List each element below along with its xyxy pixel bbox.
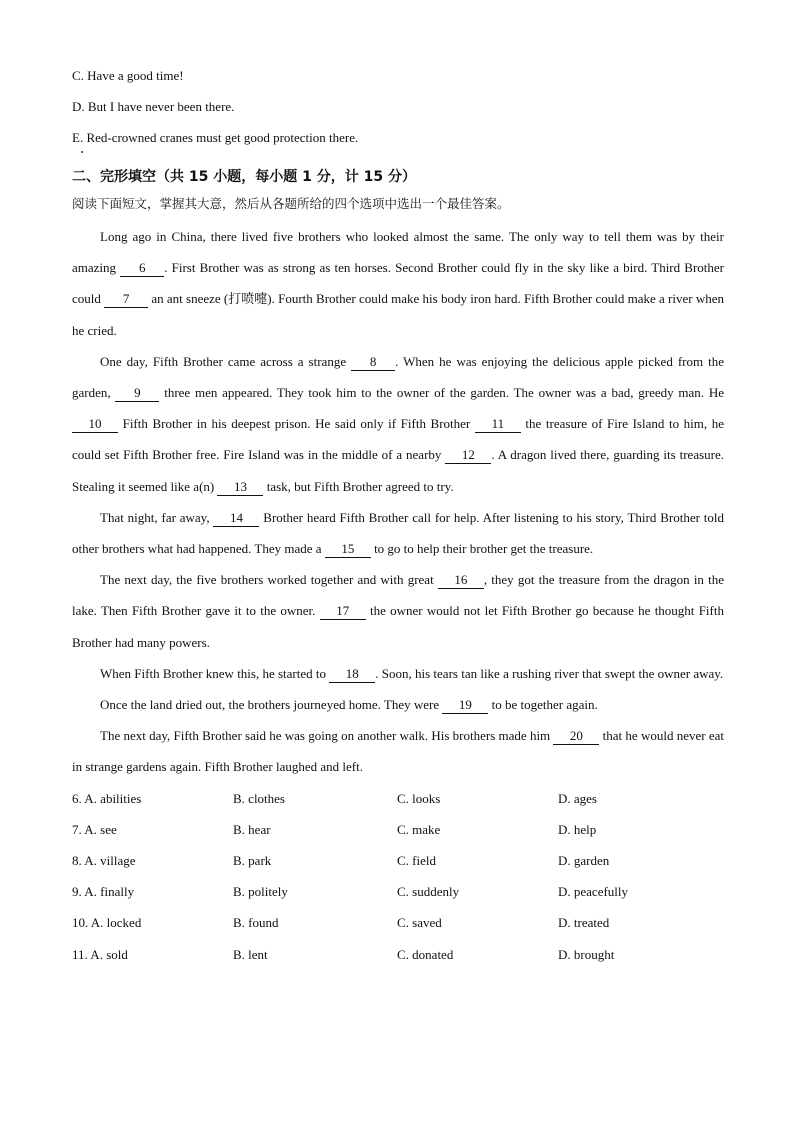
- passage-text: three men appeared. They took him to the owner of the garden. The owner was a bad, greedy man. He: [159, 385, 724, 401]
- choice-option: C. looks: [397, 790, 441, 806]
- passage-text: an ant sneeze (打喷嚏). Fourth Brother could make his body iron hard. Fifth Brother could make a river when he cried.: [72, 291, 724, 338]
- choice-option: 8. A. village: [72, 853, 136, 869]
- passage-text: . First Brother was as strong as ten horses. Second Brother could fly in the sky like a bird. Third Brother could: [72, 260, 724, 307]
- passage-paragraph: [72, 689, 724, 720]
- choice-option: C. make: [397, 821, 441, 837]
- choice-row: [72, 907, 724, 938]
- choice-option: 9. A. finally: [72, 884, 135, 900]
- passage-text: Brother heard Fifth Brother call for help. After listening to his story, Third Brother told other brothers what had happened. They made a: [72, 509, 724, 557]
- passage-text: The next day, the five brothers worked together and with great: [100, 572, 438, 588]
- cloze-passage: [72, 221, 724, 783]
- passage-text: that he would never eat in strange gardens again. Fifth Brother laughed and left.: [72, 728, 724, 775]
- blank-14: 14: [213, 510, 259, 527]
- blank-18: 18: [329, 666, 375, 683]
- passage-text: , they got the treasure from the dragon in the lake. Then Fifth Brother gave it to the owner.: [72, 572, 724, 619]
- choice-option: B. park: [233, 853, 272, 869]
- prev-option-d: D. But I have never been there.: [72, 99, 235, 114]
- blank-7: 7: [104, 291, 148, 308]
- choice-option: B. politely: [233, 884, 288, 900]
- choice-row: [72, 783, 724, 814]
- passage-text: to be together again.: [488, 697, 598, 713]
- blank-17: 17: [320, 603, 366, 620]
- choice-option: D. ages: [558, 790, 597, 806]
- blank-12: 12: [445, 447, 491, 464]
- choice-option: B. clothes: [233, 790, 285, 806]
- exam-page: [72, 64, 724, 970]
- blank-13: 13: [217, 479, 263, 496]
- passage-text: One day, Fifth Brother came across a strange: [100, 353, 352, 369]
- passage-text: . A dragon lived there, guarding its treasure. Stealing it seemed like a(n): [72, 447, 724, 494]
- passage-text: Fifth Brother in his deepest prison. He said only if Fifth Brother: [118, 416, 475, 432]
- passage-text: . Soon, his tears tan like a rushing river that swept the owner away.: [375, 665, 724, 681]
- choice-option: 10. A. locked: [72, 915, 142, 931]
- choice-option: C. suddenly: [397, 884, 460, 900]
- choice-option: 6. A. abilities: [72, 790, 142, 806]
- blank-15: 15: [325, 541, 371, 558]
- blank-16: 16: [438, 572, 484, 589]
- choice-option: D. brought: [558, 946, 615, 962]
- choice-option: C. saved: [397, 915, 442, 931]
- blank-11: 11: [475, 416, 521, 433]
- choice-option: C. donated: [397, 946, 454, 962]
- choice-option: 7. A. see: [72, 821, 117, 837]
- passage-text: That night, far away,: [100, 509, 214, 525]
- choice-row: [72, 939, 724, 970]
- prev-option-e: E. Red-crowned cranes must get good protection there.: [72, 130, 359, 145]
- blank-20: 20: [553, 728, 599, 745]
- prev-option-c: C. Have a good time!: [72, 68, 184, 83]
- passage-text: Long ago in China, there lived five brothers who looked almost the same. The only way to tell them was by their amazing: [72, 229, 724, 276]
- passage-paragraph: [72, 502, 724, 564]
- passage-text: Once the land dried out, the brothers journeyed home. They were: [100, 697, 443, 713]
- choice-option: D. treated: [558, 915, 610, 931]
- choice-option: B. lent: [233, 946, 268, 962]
- passage-paragraph: [72, 221, 724, 346]
- section-title: 二、完形填空（共 15 小题，每小题 1 分，计 15 分）: [72, 169, 416, 185]
- choice-option: D. help: [558, 821, 597, 837]
- blank-9: 9: [115, 385, 159, 402]
- passage-text: When Fifth Brother knew this, he started to: [100, 665, 330, 681]
- section-instruction: 阅读下面短文，掌握其大意，然后从各题所给的四个选项中选出一个最佳答案。: [72, 196, 510, 211]
- passage-paragraph: [72, 720, 724, 782]
- blank-19: 19: [442, 697, 488, 714]
- passage-text: the owner would not let Fifth Brother go because he thought Fifth Brother had many powers.: [72, 603, 724, 650]
- choice-option: D. garden: [558, 853, 610, 869]
- blank-8: 8: [351, 354, 395, 371]
- choice-option: D. peacefully: [558, 884, 629, 900]
- choice-option: 11. A. sold: [72, 946, 128, 962]
- choice-row: [72, 845, 724, 876]
- choice-row: [72, 876, 724, 907]
- blank-10: 10: [72, 416, 118, 433]
- choice-row: [72, 814, 724, 845]
- passage-text: . When he was enjoying the delicious apple picked from the garden,: [72, 353, 724, 401]
- passage-text: task, but Fifth Brother agreed to try.: [263, 478, 454, 494]
- passage-text: the treasure of Fire Island to him, he could set Fifth Brother free. Fire Island was in the middle of a nearby: [72, 416, 724, 463]
- passage-paragraph: [72, 346, 724, 502]
- choice-option: B. hear: [233, 821, 271, 837]
- blank-6: 6: [120, 260, 164, 277]
- passage-paragraph: [72, 564, 724, 658]
- passage-text: to go to help their brother get the treasure.: [370, 541, 594, 557]
- answer-choices: [72, 783, 724, 970]
- passage-paragraph: [72, 658, 724, 689]
- choice-option: B. found: [233, 915, 279, 931]
- passage-text: The next day, Fifth Brother said he was going on another walk. His brothers made him: [100, 728, 554, 744]
- choice-option: C. field: [397, 853, 436, 869]
